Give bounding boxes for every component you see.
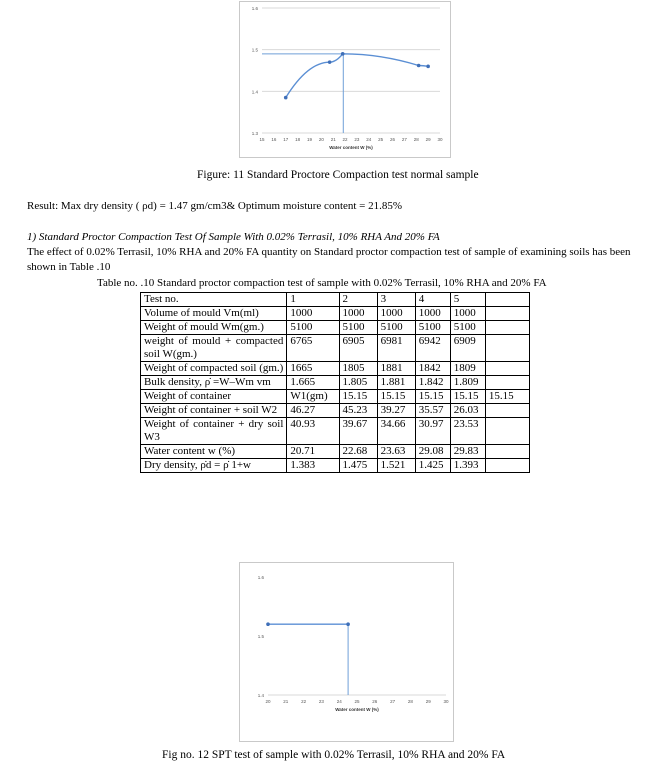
x-tick-label: 30 — [437, 137, 443, 142]
value-cell: 6905 — [339, 335, 377, 362]
table-10 — [140, 292, 530, 473]
y-tick-label: 1.4 — [251, 89, 258, 95]
value-cell: 1.393 — [450, 459, 485, 473]
value-cell — [485, 404, 529, 418]
value-cell: 20.71 — [287, 445, 339, 459]
value-cell: 5100 — [415, 321, 450, 335]
x-tick-label: 23 — [318, 699, 324, 704]
section-paragraph: The effect of 0.02% Terrasil, 10% RHA and 20% FA quantity on Standard proctor compaction test of sample of examining soils has been shown in Table .10 — [27, 246, 631, 273]
row-label-cell: Bulk density, ρ̇ =W–Wm vm — [141, 376, 287, 390]
y-tick-label: 1.5 — [251, 47, 258, 53]
x-tick-label: 30 — [443, 699, 449, 704]
row-label-cell: Test no. — [141, 293, 287, 307]
value-cell: 23.63 — [377, 445, 415, 459]
table-header-row — [141, 293, 530, 307]
value-cell: 1000 — [450, 307, 485, 321]
x-tick-label: 27 — [401, 137, 407, 142]
value-cell: 1.842 — [415, 376, 450, 390]
value-cell: 15.15 — [415, 390, 450, 404]
value-cell: 1665 — [287, 362, 339, 376]
table-row — [141, 390, 530, 404]
y-tick-label: 1.4 — [257, 693, 264, 698]
x-tick-label: 20 — [318, 137, 324, 142]
value-cell: 1000 — [415, 307, 450, 321]
value-cell: 6942 — [415, 335, 450, 362]
value-cell — [485, 376, 529, 390]
x-axis-label: Water content W (%) — [329, 145, 373, 150]
figure-11-chart — [239, 1, 451, 158]
x-tick-label: 27 — [390, 699, 396, 704]
y-tick-label: 1.6 — [251, 6, 258, 11]
x-tick-label: 21 — [330, 137, 336, 142]
value-cell: 26.03 — [450, 404, 485, 418]
value-cell: 6981 — [377, 335, 415, 362]
value-cell: 22.68 — [339, 445, 377, 459]
value-cell: 3 — [377, 293, 415, 307]
value-cell: 1.521 — [377, 459, 415, 473]
value-cell — [485, 335, 529, 362]
value-cell: 1000 — [377, 307, 415, 321]
value-cell — [485, 293, 529, 307]
value-cell: 30.97 — [415, 418, 450, 445]
y-tick-label: 1.3 — [251, 131, 258, 136]
data-point — [426, 65, 430, 69]
value-cell: 1881 — [377, 362, 415, 376]
value-cell: W1(gm) — [287, 390, 339, 404]
table-row — [141, 376, 530, 390]
table-row — [141, 418, 530, 445]
row-label-cell: Weight of compacted soil (gm.) — [141, 362, 287, 376]
y-tick-label: 1.5 — [257, 634, 264, 639]
value-cell — [485, 445, 529, 459]
x-axis-label: Water content W (%) — [335, 707, 379, 712]
value-cell: 1.383 — [287, 459, 339, 473]
x-tick-label: 26 — [390, 137, 396, 142]
row-label-cell: Weight of mould Wm(gm.) — [141, 321, 287, 335]
value-cell: 6765 — [287, 335, 339, 362]
value-cell: 1000 — [339, 307, 377, 321]
x-tick-label: 18 — [295, 137, 301, 142]
value-cell: 1.475 — [339, 459, 377, 473]
value-cell — [485, 362, 529, 376]
value-cell: 1805 — [339, 362, 377, 376]
x-tick-label: 28 — [413, 137, 419, 142]
value-cell: 15.15 — [377, 390, 415, 404]
data-point — [266, 622, 270, 626]
table-row — [141, 335, 530, 362]
result-text: Result: Max dry density ( ρd) = 1.47 gm/cm3& Optimum moisture content = 21.85% — [27, 200, 403, 212]
x-tick-label: 16 — [271, 137, 277, 142]
value-cell: 1.805 — [339, 376, 377, 390]
value-cell: 1.425 — [415, 459, 450, 473]
x-tick-label: 23 — [354, 137, 360, 142]
x-tick-label: 29 — [425, 137, 431, 142]
value-cell: 15.15 — [339, 390, 377, 404]
value-cell: 45.23 — [339, 404, 377, 418]
value-cell: 4 — [415, 293, 450, 307]
figure-12-caption: Fig no. 12 SPT test of sample with 0.02% Terrasil, 10% RHA and 20% FA — [162, 749, 506, 761]
data-point — [417, 64, 421, 68]
value-cell: 1.809 — [450, 376, 485, 390]
row-label-cell: Water content w (%) — [141, 445, 287, 459]
table-row — [141, 321, 530, 335]
value-cell: 15.15 — [450, 390, 485, 404]
value-cell: 1 — [287, 293, 339, 307]
x-tick-label: 24 — [336, 699, 342, 704]
value-cell: 39.67 — [339, 418, 377, 445]
value-cell: 34.66 — [377, 418, 415, 445]
x-tick-label: 24 — [366, 137, 372, 142]
value-cell: 1.665 — [287, 376, 339, 390]
figure-11-caption: Figure: 11 Standard Proctore Compaction test normal sample — [197, 169, 479, 181]
x-tick-label: 20 — [265, 699, 271, 704]
table-row — [141, 459, 530, 473]
value-cell: 6909 — [450, 335, 485, 362]
value-cell — [485, 459, 529, 473]
value-cell — [485, 321, 529, 335]
x-tick-label: 21 — [283, 699, 289, 704]
value-cell — [485, 418, 529, 445]
x-tick-label: 15 — [259, 137, 265, 142]
value-cell: 5100 — [450, 321, 485, 335]
figure-11-svg — [240, 2, 450, 157]
figure-12-chart — [239, 562, 454, 742]
value-cell — [485, 307, 529, 321]
x-tick-label: 19 — [306, 137, 312, 142]
section-heading: 1) Standard Proctor Compaction Test Of Sample With 0.02% Terrasil, 10% RHA And 20% FA — [27, 231, 440, 243]
row-label-cell: Volume of mould Vm(ml) — [141, 307, 287, 321]
table-row — [141, 404, 530, 418]
value-cell: 23.53 — [450, 418, 485, 445]
row-label-cell: Weight of container — [141, 390, 287, 404]
value-cell: 5 — [450, 293, 485, 307]
table-row — [141, 307, 530, 321]
value-cell: 29.83 — [450, 445, 485, 459]
x-tick-label: 25 — [378, 137, 384, 142]
x-tick-label: 29 — [425, 699, 431, 704]
x-tick-label: 25 — [354, 699, 360, 704]
value-cell: 1.881 — [377, 376, 415, 390]
figure-12-svg — [240, 563, 453, 741]
table-row — [141, 362, 530, 376]
x-tick-label: 17 — [283, 137, 289, 142]
x-tick-label: 28 — [407, 699, 413, 704]
value-cell: 2 — [339, 293, 377, 307]
value-cell: 29.08 — [415, 445, 450, 459]
table-row — [141, 445, 530, 459]
data-point — [328, 60, 332, 64]
value-cell: 35.57 — [415, 404, 450, 418]
row-label-cell: weight of mould + compacted soil W(gm.) — [141, 335, 287, 362]
data-point — [284, 96, 288, 100]
value-cell: 1842 — [415, 362, 450, 376]
data-point — [341, 52, 345, 56]
value-cell: 40.93 — [287, 418, 339, 445]
row-label-cell: Weight of container + dry soil W3 — [141, 418, 287, 445]
table-10-caption: Table no. .10 Standard proctor compaction test of sample with 0.02% Terrasil, 10% RHA and 20% FA — [97, 277, 547, 289]
value-cell: 15.15 — [485, 390, 529, 404]
value-cell: 5100 — [339, 321, 377, 335]
value-cell: 1000 — [287, 307, 339, 321]
data-point — [346, 622, 350, 626]
value-cell: 1809 — [450, 362, 485, 376]
x-tick-label: 22 — [342, 137, 348, 142]
x-tick-label: 22 — [301, 699, 307, 704]
value-cell: 5100 — [377, 321, 415, 335]
y-tick-label: 1.6 — [257, 575, 264, 580]
row-label-cell: Weight of container + soil W2 — [141, 404, 287, 418]
value-cell: 46.27 — [287, 404, 339, 418]
x-tick-label: 26 — [372, 699, 378, 704]
row-label-cell: Dry density, ρ̇d = ρ̇ 1+w — [141, 459, 287, 473]
value-cell: 39.27 — [377, 404, 415, 418]
value-cell: 5100 — [287, 321, 339, 335]
